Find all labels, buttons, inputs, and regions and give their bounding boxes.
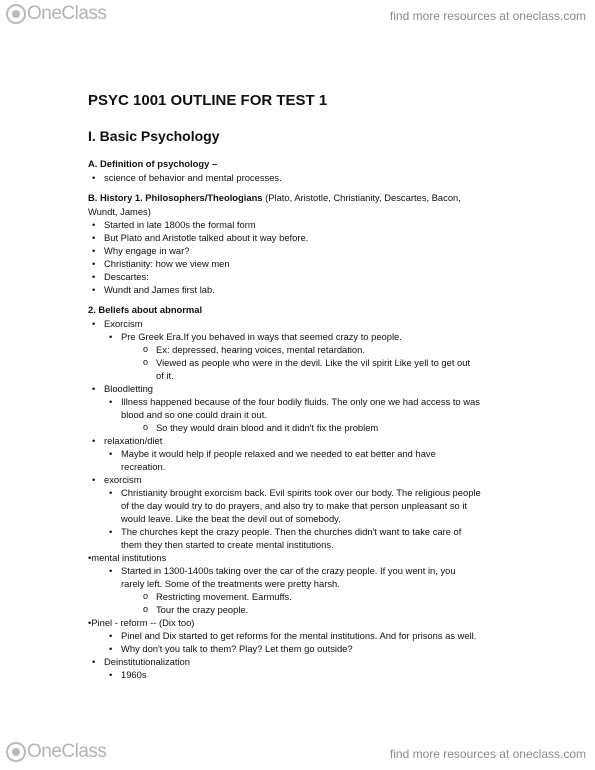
heading-beliefs-abnormal: 2. Beliefs about abnormal [88, 304, 203, 315]
list-item: • Deinstitutionalization [88, 655, 578, 668]
list-item-continuation: blood and so one could drain it out. [121, 409, 267, 420]
list-item: • Descartes: [88, 270, 578, 283]
list-item: o Tour the crazy people. [88, 603, 578, 616]
list-item: o Ex: depressed, hearing voices, mental retardation. [88, 343, 578, 356]
heading-definition: A. Definition of psychology – [88, 158, 218, 169]
list-item-continuation: rarely left. Some of the treatments were pretty harsh. [121, 578, 340, 589]
list-item: • But Plato and Aristotle talked about it way before. [88, 231, 578, 244]
list-item: • relaxation/diet [88, 434, 578, 447]
list-item-continuation: would leave. Like the beat the devil out of somebody. [121, 513, 341, 524]
list-item-continuation: of the day would try to do prayers, and also try to make that person unpleasant so it [121, 500, 468, 511]
list-item: • Why engage in war? [88, 244, 578, 257]
resources-link-bottom[interactable]: find more resources at oneclass.com [389, 747, 586, 761]
list-item: • Maybe it would help if people relaxed and we needed to eat better and have [88, 447, 578, 460]
list-item: • Why don't you talk to them? Play? Let them go outside? [88, 642, 578, 655]
list-item: o Viewed as people who were in the devil. Like the vil spirit Like yell to get out [88, 356, 578, 369]
list-item: • Christianity brought exorcism back. Evil spirits took over our body. The religious people [88, 486, 578, 499]
list-item: •Pinel - reform -- (Dix too) [88, 617, 195, 628]
list-item: • 1960s [88, 668, 578, 681]
logo-text: OneClass [27, 741, 107, 762]
document-body [88, 92, 578, 681]
list-item: • Exorcism [88, 317, 578, 330]
heading-history-bold: B. History 1. Philosophers/Theologians [88, 192, 263, 203]
document-title: PSYC 1001 OUTLINE FOR TEST 1 [88, 92, 328, 109]
list-item: • Pre Greek Era.If you behaved in ways that seemed crazy to people. [88, 330, 578, 343]
list-item-continuation: of it. [156, 370, 174, 381]
heading-history-rest: (Plato, Aristotle, Christianity, Descartes, Bacon, [262, 192, 461, 203]
list-item: • Illness happened because of the four bodily fluids. The only one we had access to was [88, 395, 578, 408]
oneclass-logo-icon [6, 4, 26, 24]
list-item: • Christianity: how we view men [88, 257, 578, 270]
heading-history-line2: Wundt, James) [88, 206, 151, 217]
list-item: •mental institutions [88, 552, 167, 563]
logo-text: OneClass [27, 3, 107, 24]
section-heading-basic-psychology: I. Basic Psychology [88, 128, 220, 144]
list-item: o Restricting movement. Earmuffs. [88, 590, 578, 603]
list-item: • science of behavior and mental processes. [88, 171, 578, 184]
list-item-continuation: them they then started to create mental institutions. [121, 539, 334, 550]
list-item: • Bloodletting [88, 382, 578, 395]
resources-link-top[interactable]: find more resources at oneclass.com [389, 9, 586, 23]
list-item: • The churches kept the crazy people. Then the churches didn't want to take care of [88, 525, 578, 538]
list-item: • Pinel and Dix started to get reforms for the mental institutions. And for prisons as well. [88, 629, 578, 642]
list-item: • Wundt and James first lab. [88, 283, 578, 296]
oneclass-logo-bottom [6, 741, 106, 763]
list-item: • Started in 1300-1400s taking over the car of the crazy people. If you went in, you [88, 564, 578, 577]
list-item: • exorcism [88, 473, 578, 486]
oneclass-logo-icon [6, 742, 26, 762]
heading-history [88, 192, 578, 203]
list-item: o So they would drain blood and it didn't fix the problem [88, 421, 578, 434]
list-item-continuation: recreation. [121, 461, 166, 472]
list-item: • Started in late 1800s the formal form [88, 218, 578, 231]
oneclass-logo-top [6, 3, 106, 25]
